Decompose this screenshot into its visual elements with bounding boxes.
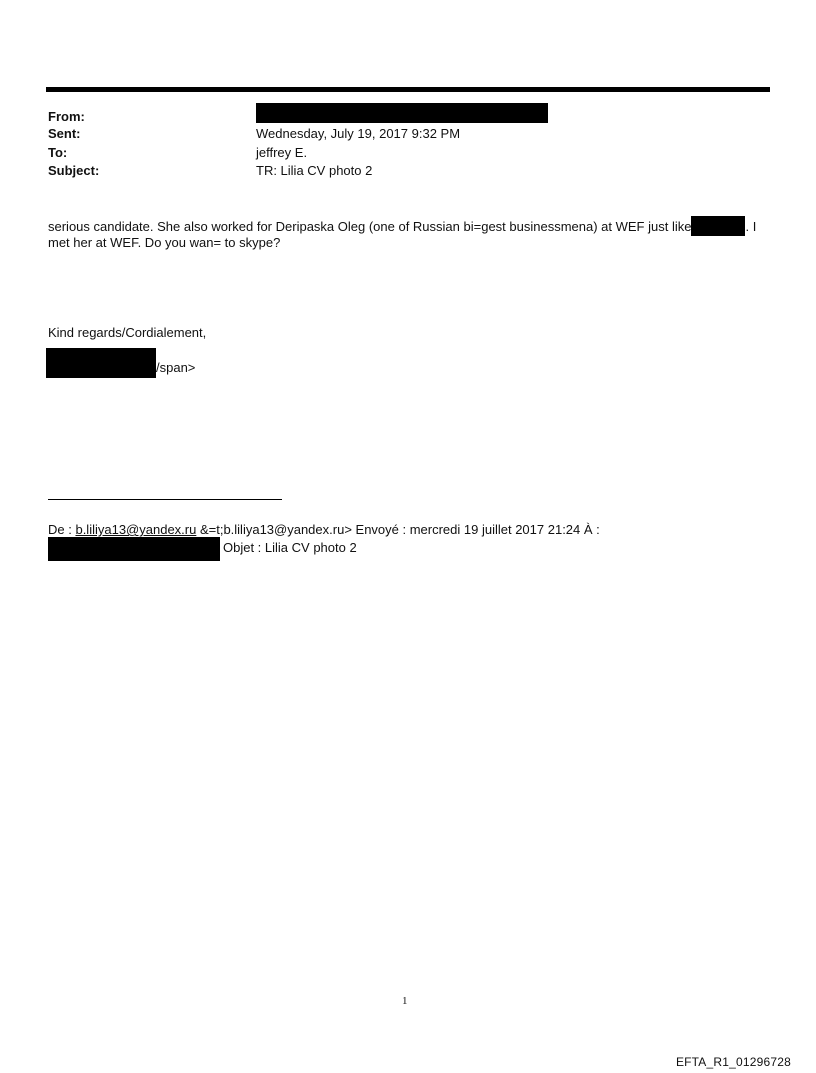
to-label: To: bbox=[48, 145, 68, 160]
body-line-2: met her at WEF. Do you wan= to skype? bbox=[48, 235, 281, 250]
document-id: EFTA_R1_01296728 bbox=[675, 1055, 791, 1069]
subject-label: Subject: bbox=[48, 163, 100, 178]
inline-redaction bbox=[691, 216, 745, 236]
to-value: jeffrey E. bbox=[256, 145, 308, 160]
forwarded-to-redacted bbox=[48, 537, 220, 561]
from-label: From: bbox=[48, 109, 85, 124]
forwarded-de-rest: &=t;b.liliya13@yandex.ru> Envoyé : mercredi 19 juillet 2017 21:24 À : bbox=[196, 522, 600, 537]
forwarded-de-prefix: De : bbox=[48, 522, 76, 537]
forwarded-de-email-link[interactable]: b.liliya13@yandex.ru bbox=[75, 522, 197, 537]
subject-value: TR: Lilia CV photo 2 bbox=[256, 163, 373, 178]
from-value-redacted bbox=[256, 103, 548, 123]
page-number: 1 bbox=[402, 995, 408, 1007]
sent-label: Sent: bbox=[48, 126, 81, 141]
sent-value: Wednesday, July 19, 2017 9:32 PM bbox=[256, 126, 461, 141]
signature-redacted bbox=[46, 348, 156, 378]
forwarded-objet: Objet : Lilia CV photo 2 bbox=[223, 540, 357, 555]
body-line-1-tail: . I bbox=[745, 219, 757, 234]
body-line-1-text: serious candidate. She also worked for Deripaska Oleg (one of Russian bi=gest businessmena) at WEF just like bbox=[48, 219, 692, 234]
signature-tail: /span> bbox=[156, 360, 196, 375]
body-line-1 bbox=[48, 216, 756, 236]
forward-separator bbox=[48, 499, 282, 500]
header-top-rule bbox=[46, 87, 770, 92]
signoff: Kind regards/Cordialement, bbox=[48, 325, 207, 340]
